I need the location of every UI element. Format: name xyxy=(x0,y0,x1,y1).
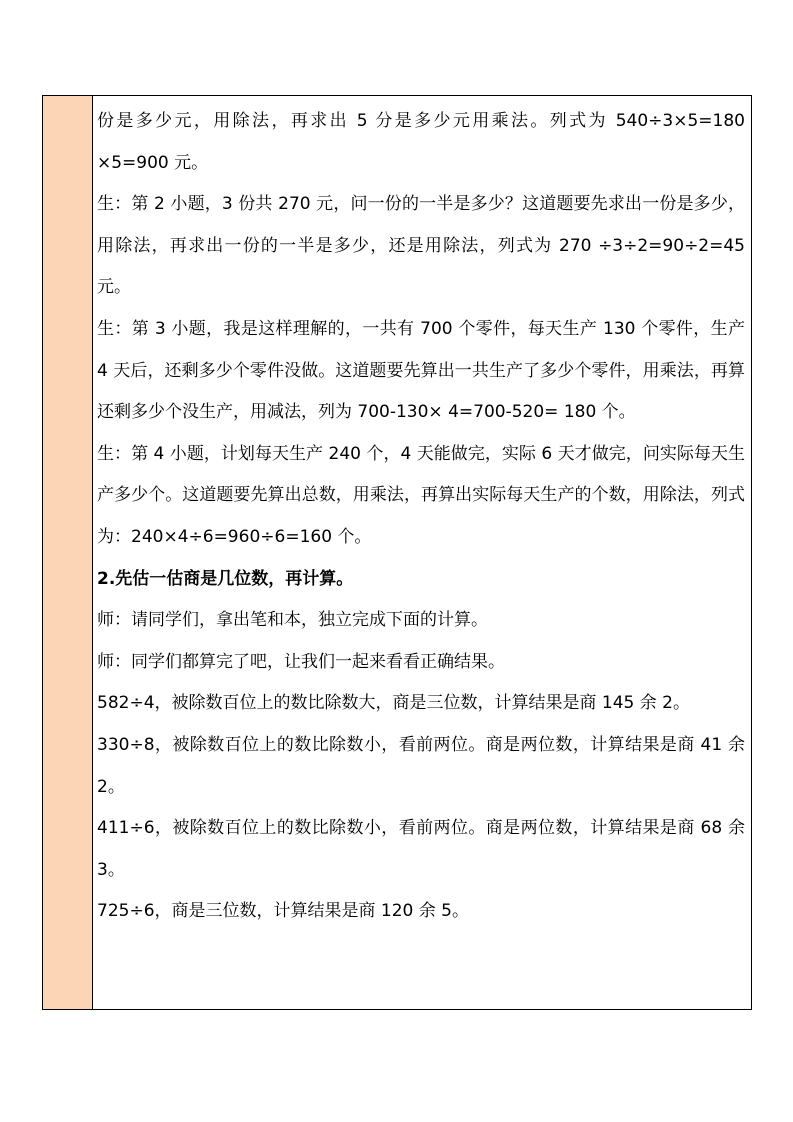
paragraph: 师：请同学们，拿出笔和本，独立完成下面的计算。 xyxy=(97,610,488,631)
lesson-content xyxy=(97,101,745,933)
paragraph: 411÷6，被除数百位上的数比除数小，看前两位。商是两位数，计算结果是商 68 余 3。 xyxy=(97,818,745,880)
paragraph: 生：第 2 小题，3 份共 270 元，问一份的一半是多少？这道题要先求出一份是多少，用除法，再求出一份的一半是多少，还是用除法，列式为 270 ÷3÷2=90÷2=45 元。 xyxy=(97,194,745,298)
paragraph: 582÷4，被除数百位上的数比除数大，商是三位数，计算结果是商 145 余 2。 xyxy=(97,693,690,714)
paragraph: 生：第 4 小题，计划每天生产 240 个，4 天能做完，实际 6 天才做完，问实际每天生产多少个。这道题要先算出总数，用乘法，再算出实际每天生产的个数，用除法，列式为：240×4÷6=960÷6=160 个。 xyxy=(97,443,745,547)
paragraph: 份是多少元，用除法，再求出 5 分是多少元用乘法。列式为 540÷3×5=180 ×5=900 元。 xyxy=(97,111,745,173)
paragraph: 330÷8，被除数百位上的数比除数小，看前两位。商是两位数，计算结果是商 41 余 2。 xyxy=(97,734,745,797)
paragraph: 师：同学们都算完了吧，让我们一起来看看正确结果。 xyxy=(97,651,505,672)
paragraph: 725÷6，商是三位数，计算结果是商 120 余 5。 xyxy=(97,901,469,922)
left-shaded-column xyxy=(43,96,93,1009)
paragraph: 生：第 3 小题，我是这样理解的，一共有 700 个零件，每天生产 130 个零件，生产 4 天后，还剩多少个零件没做。这道题要先算出一共生产了多少个零件，用乘法，再算还剩多少个没生产，用减法，列为 700-130× 4=700-520= 180 个。 xyxy=(97,318,745,423)
section-heading: 2.先估一估商是几位数，再计算。 xyxy=(97,568,354,589)
